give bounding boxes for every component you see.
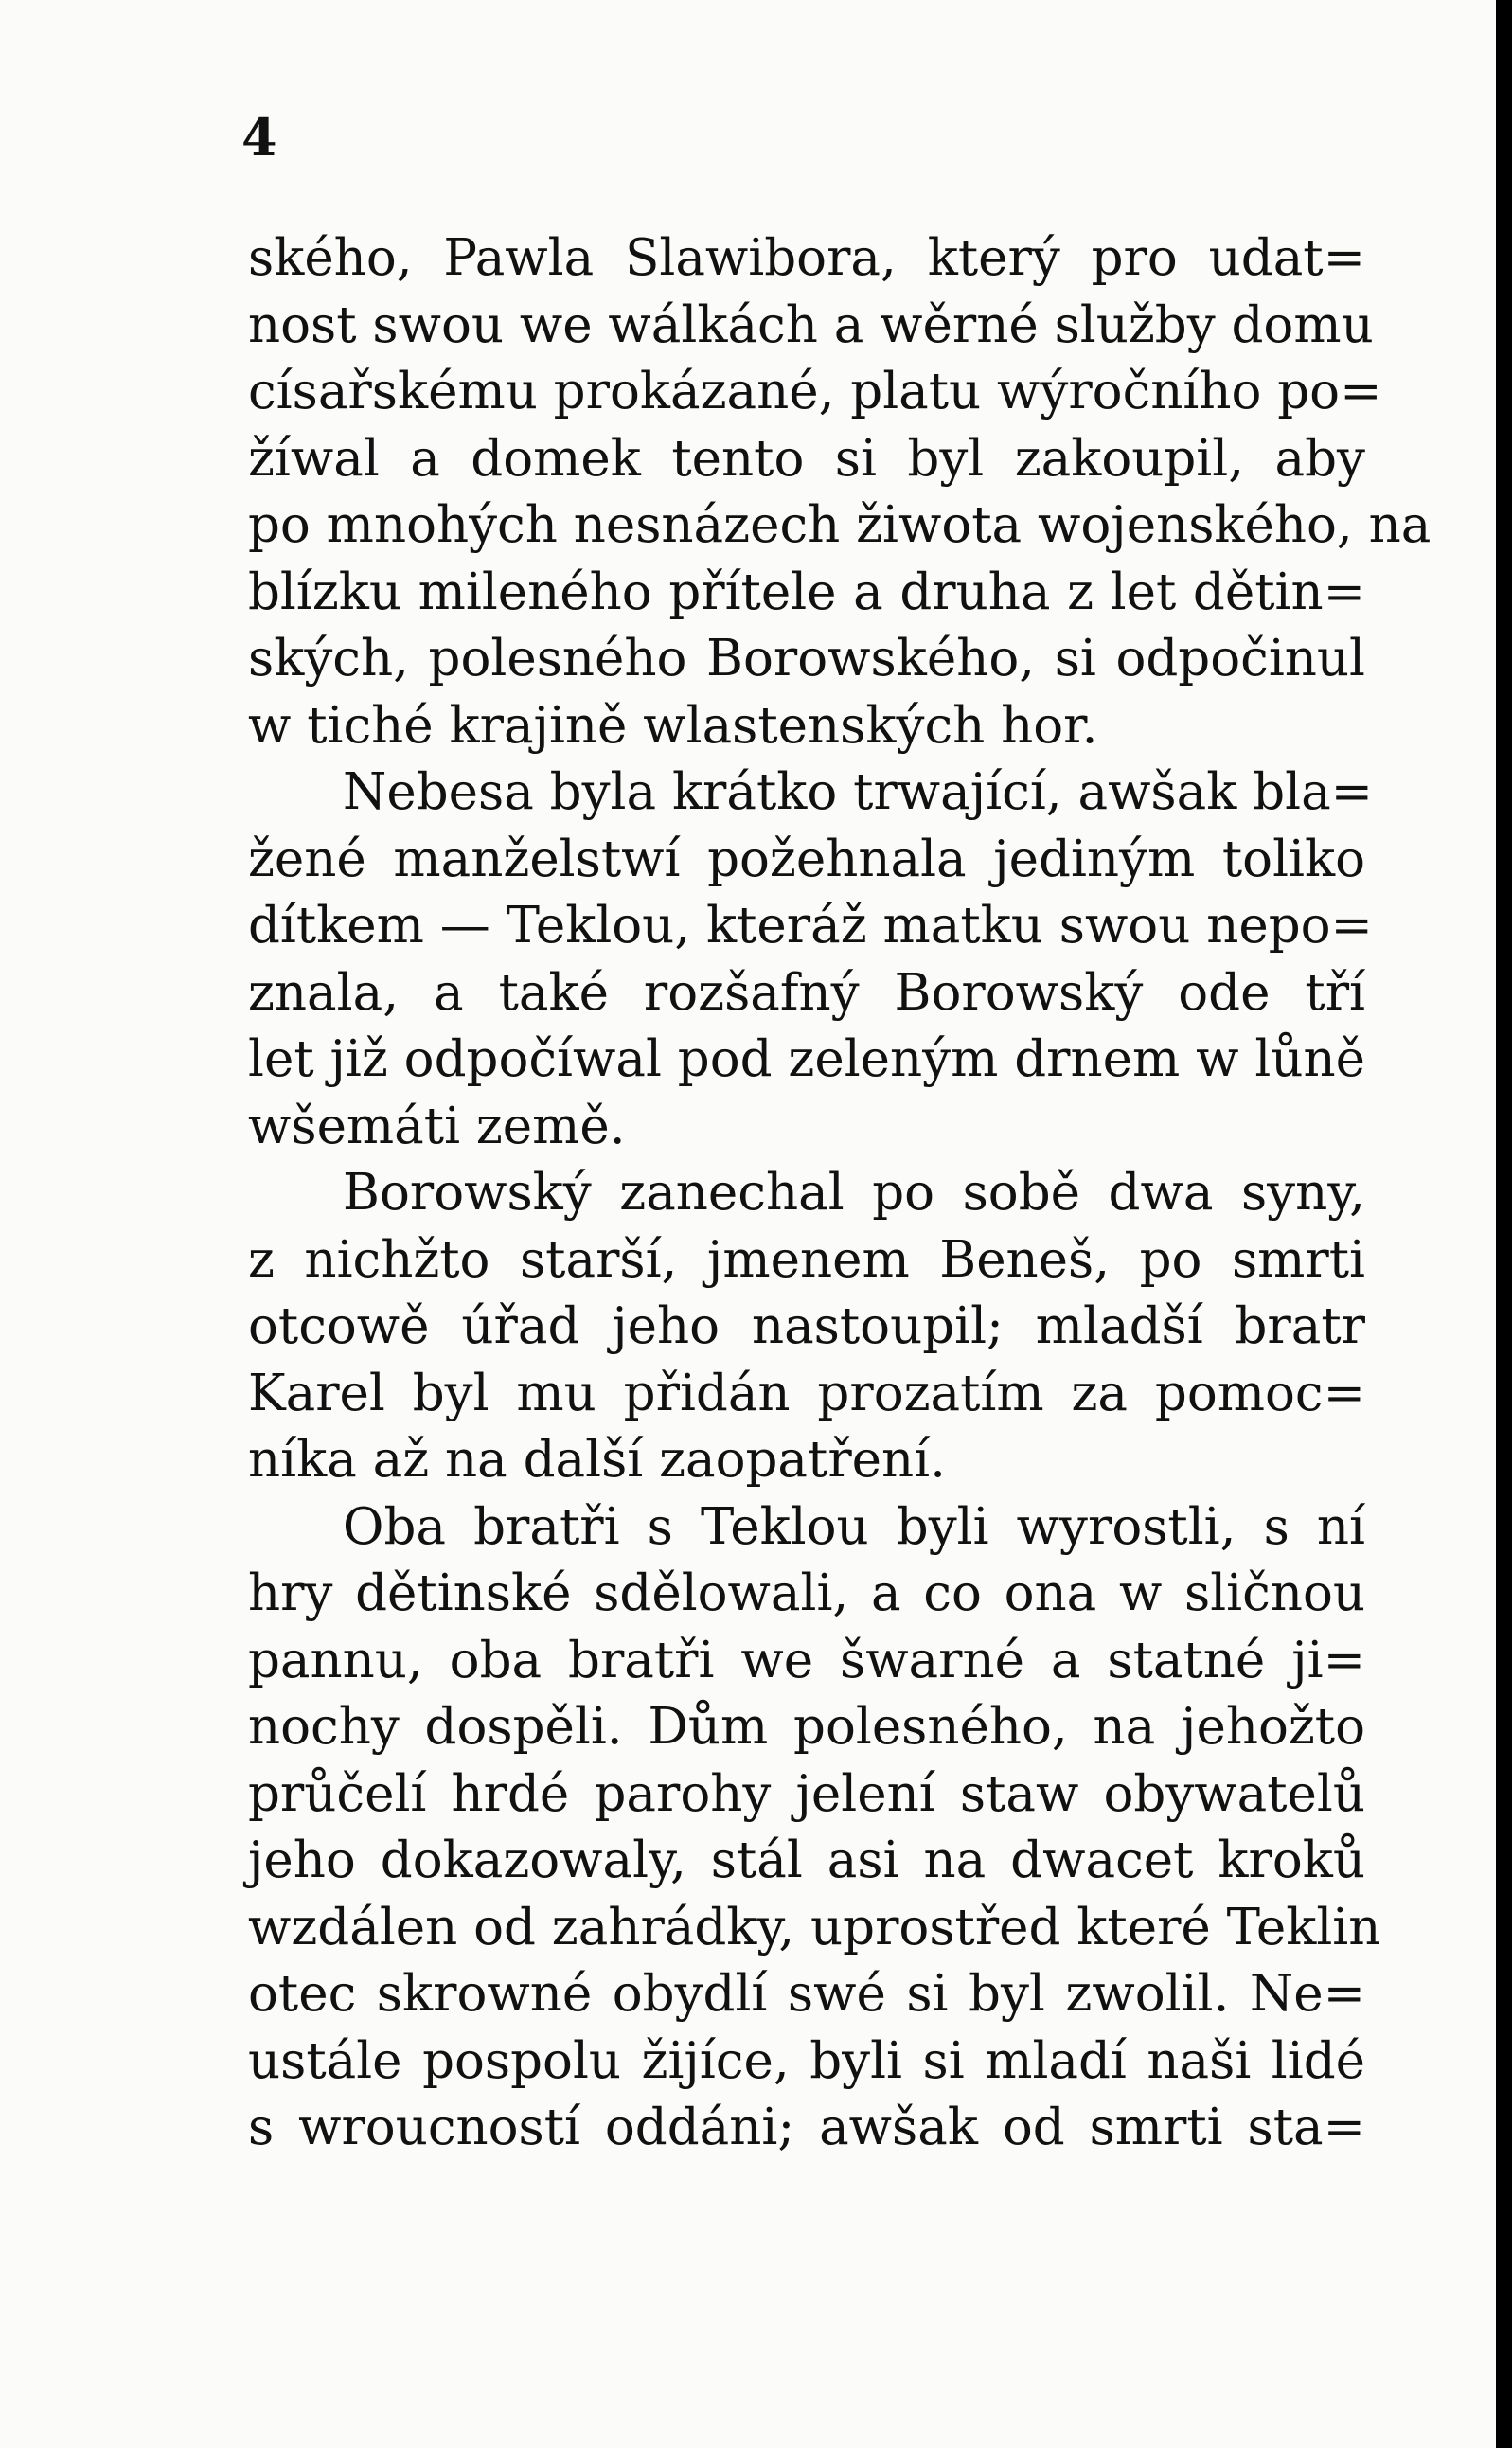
body-text xyxy=(248,225,1432,2162)
text-line: wšemáti země. xyxy=(248,1097,626,1155)
page-number: 4 xyxy=(241,107,277,168)
text-line: znala, a také rozšafný Borowský ode tří xyxy=(248,963,1365,1022)
text-line: blízku mileného přítele a druha z let dětin= xyxy=(248,563,1365,621)
text-line: císařskému prokázané, platu wýročního po= xyxy=(248,363,1382,420)
text-line: otec skrowné obydlí swé si byl zwolil. Ne= xyxy=(248,1965,1365,2023)
text-line: Oba bratři s Teklou byli wyrostli, s ní xyxy=(343,1497,1365,1556)
scan-edge xyxy=(1496,0,1512,2448)
text-line: z nichžto starší, jmenem Beneš, po smrti xyxy=(248,1230,1365,1289)
text-line: hry dětinské sdělowali, a co ona w sličnou xyxy=(248,1564,1365,1622)
text-line: ského, Pawla Slawibora, který pro udat= xyxy=(248,229,1365,287)
text-line: Nebesa byla krátko trwající, awšak bla= xyxy=(343,763,1374,821)
text-line: žíwal a domek tento si byl zakoupil, aby xyxy=(248,429,1365,488)
text-line: žené manželstwí požehnala jediným toliko xyxy=(248,830,1365,888)
text-line: Borowský zanechal po sobě dwa syny, xyxy=(343,1164,1365,1222)
text-line: dítkem — Teklou, kteráž matku swou nepo= xyxy=(248,897,1373,955)
text-line: wzdálen od zahrádky, uprostřed které Teklin xyxy=(248,1898,1381,1957)
text-line: po mnohých nesnázech žiwota wojenského, na xyxy=(248,496,1432,554)
text-line: ustále pospolu žijíce, byli si mladí naši lidé xyxy=(248,2031,1365,2090)
text-line: ských, polesného Borowského, si odpočinul xyxy=(248,630,1365,688)
text-line: jeho dokazowaly, stál asi na dwacet kroků xyxy=(248,1832,1365,1889)
text-line: w tiché krajině wlastenských hor. xyxy=(248,696,1098,755)
text-line: nost swou we wálkách a wěrné služby domu xyxy=(248,295,1374,354)
text-line: nochy dospěli. Dům polesného, na jehožto xyxy=(248,1698,1365,1756)
text-line: pannu, oba bratři we šwarné a statné ji= xyxy=(248,1631,1365,1689)
text-line: průčelí hrdé parohy jelení staw obywatelů xyxy=(248,1764,1365,1823)
text-line: Karel byl mu přidán prozatím za pomoc= xyxy=(248,1364,1365,1422)
text-line: s wroucností oddáni; awšak od smrti sta= xyxy=(248,2099,1365,2156)
text-line: níka až na další zaopatření. xyxy=(248,1431,946,1489)
text-line: otcowě úřad jeho nastoupil; mladší bratr xyxy=(248,1297,1365,1355)
text-line: let již odpočíwal pod zeleným drnem w lůně xyxy=(248,1030,1365,1088)
